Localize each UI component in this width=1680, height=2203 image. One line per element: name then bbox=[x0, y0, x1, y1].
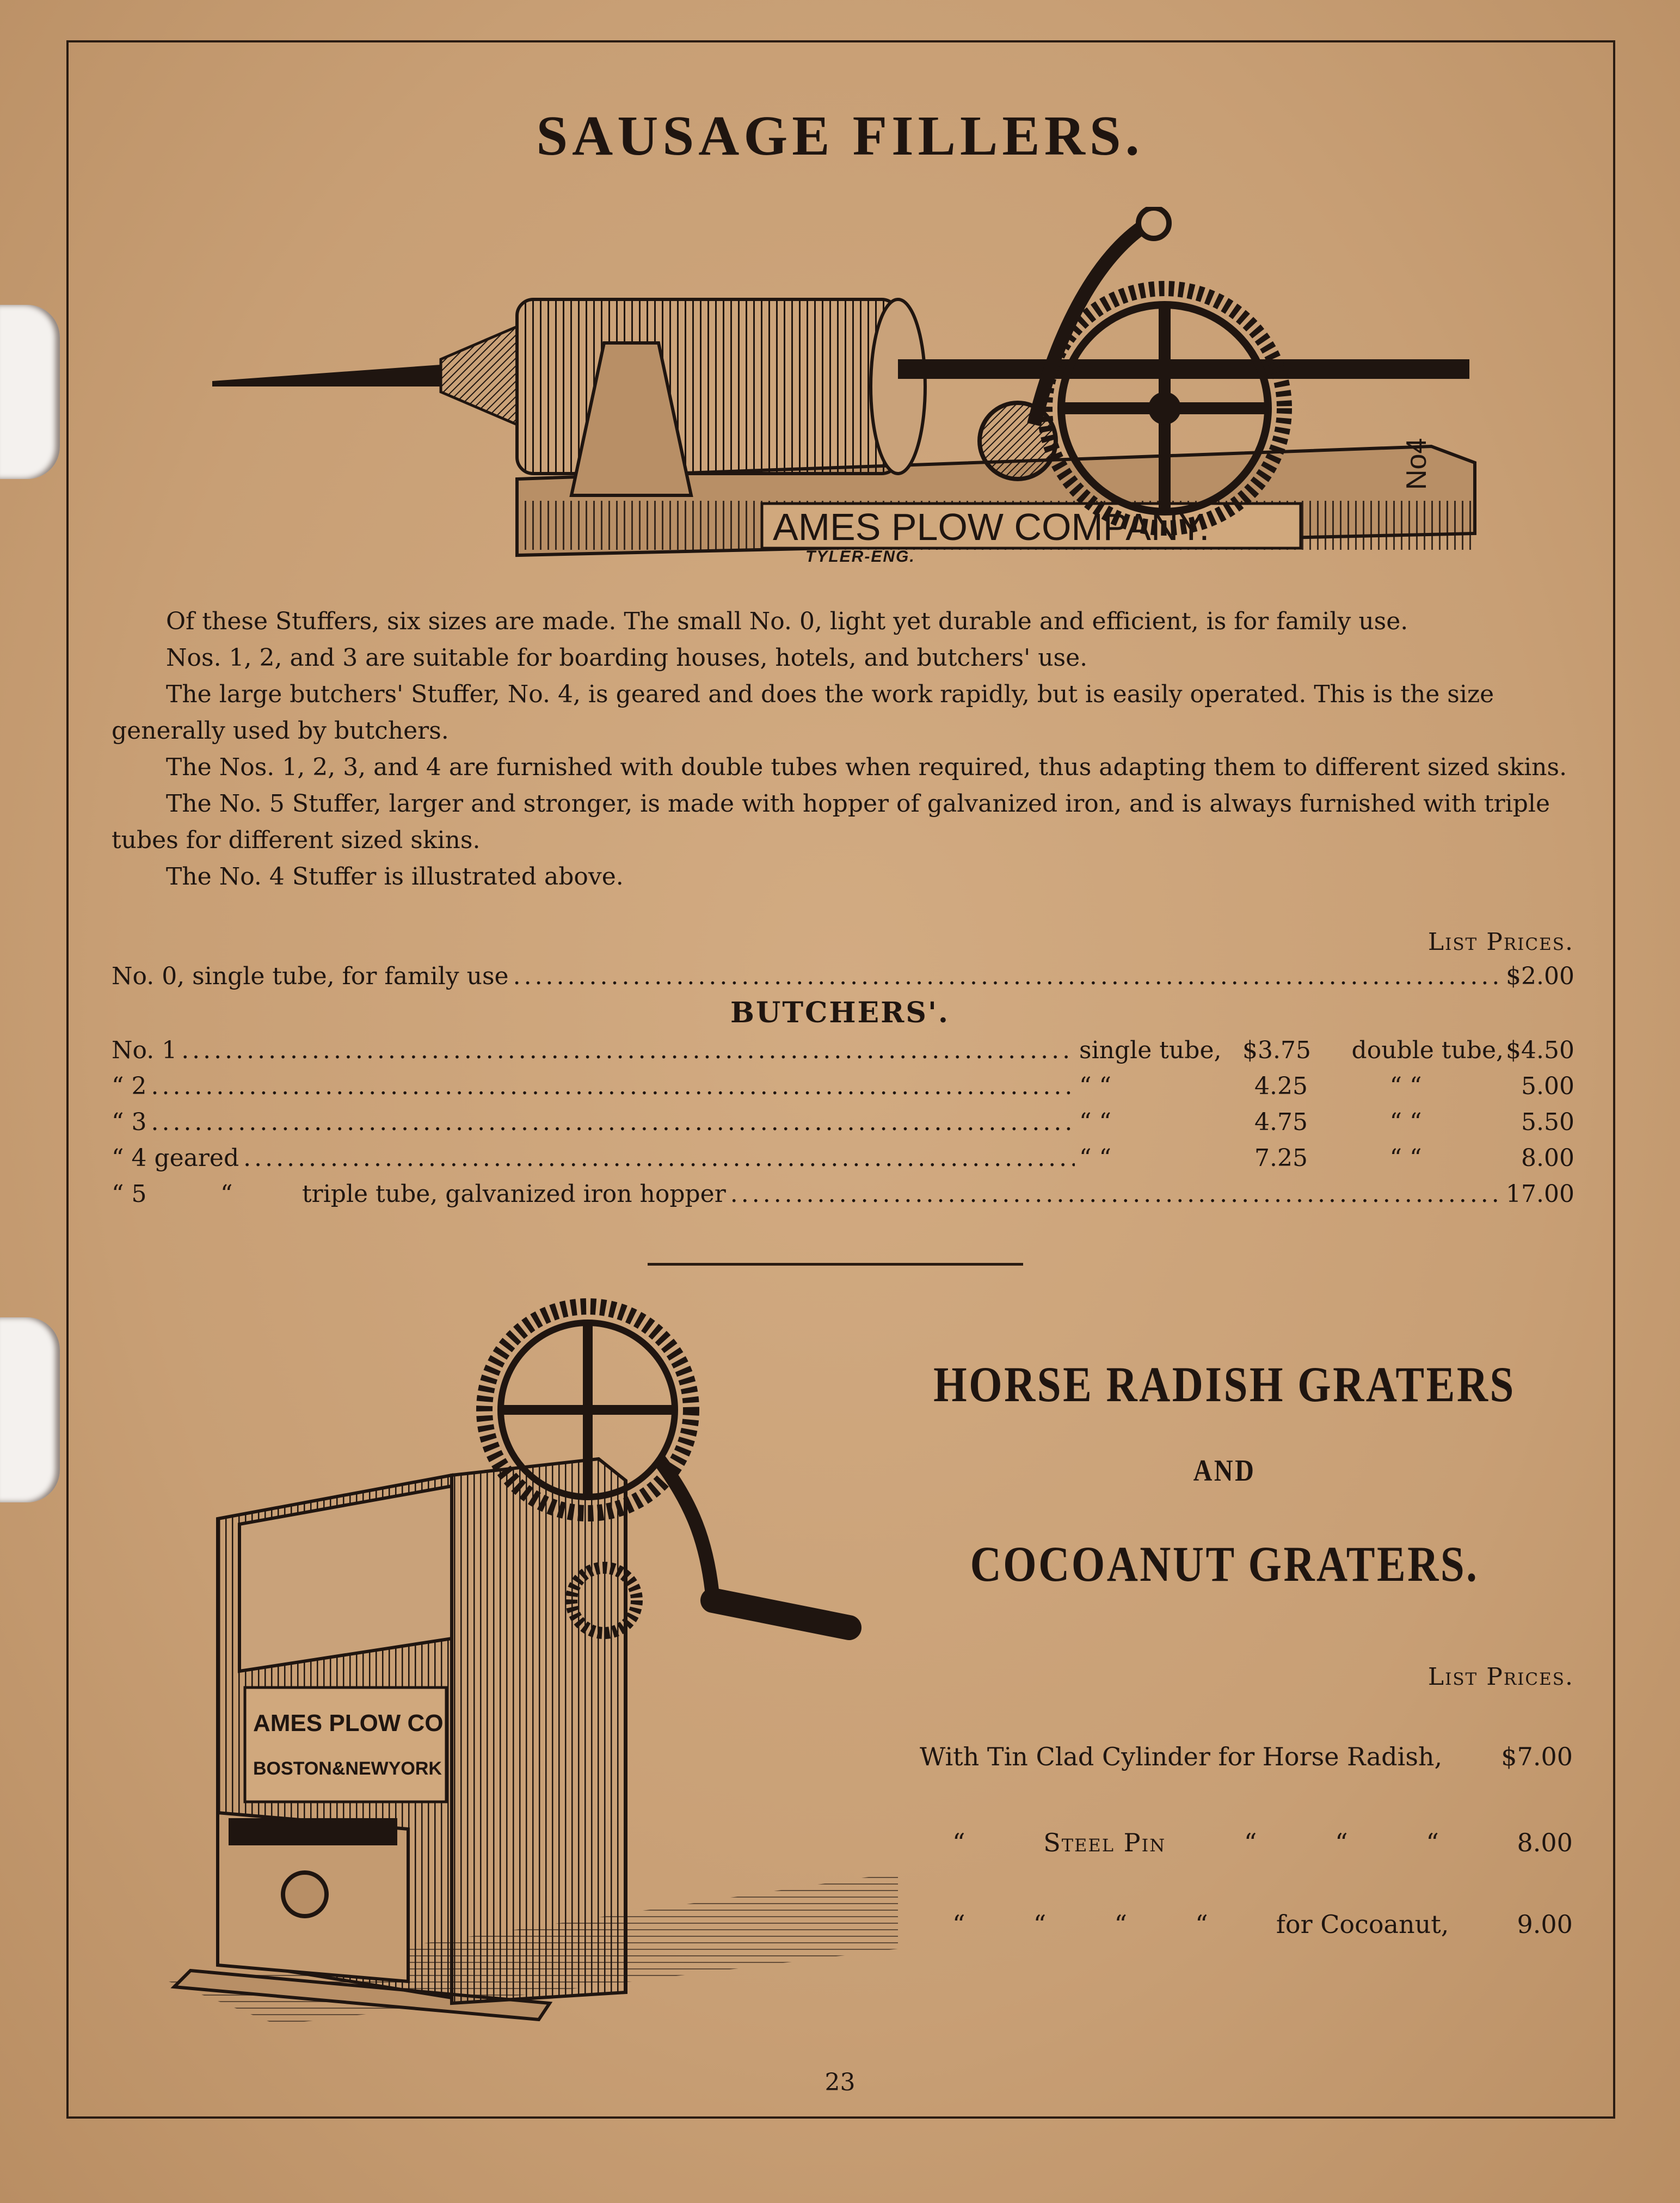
ditto-mark: “ bbox=[1033, 1910, 1047, 1939]
tube-kind-b: “ “ bbox=[1389, 1108, 1422, 1136]
leader-dots bbox=[513, 962, 1501, 990]
tube-kind-a: “ “ bbox=[1079, 1072, 1111, 1100]
paragraph: The large butchers' Stuffer, No. 4, is geared and does the work rapidly, but is easily operated. This is the size generally used by butchers. bbox=[112, 680, 1494, 745]
grater-price-line bbox=[920, 1742, 1573, 1771]
grater-price-line bbox=[952, 1910, 1573, 1939]
description bbox=[112, 603, 1574, 895]
butchers-heading: BUTCHERS'. bbox=[730, 996, 950, 1029]
tube-kind-b: “ “ bbox=[1389, 1072, 1422, 1100]
ditto-mark: “ bbox=[1195, 1910, 1208, 1939]
ditto-mark: “ bbox=[1335, 1828, 1348, 1857]
leader-dots bbox=[151, 1072, 1075, 1100]
binding-hole-top bbox=[0, 305, 60, 479]
price-row bbox=[112, 1072, 1574, 1105]
price-b: 5.50 bbox=[1521, 1108, 1574, 1136]
page-number: 23 bbox=[824, 2069, 856, 2096]
paragraph: The No. 4 Stuffer is illustrated above. bbox=[166, 863, 624, 891]
ditto-mark: “ bbox=[220, 1180, 233, 1208]
tube-kind-a: “ “ bbox=[1079, 1108, 1111, 1136]
leader-dots bbox=[730, 1180, 1501, 1208]
list-prices-label: List Prices. bbox=[1427, 928, 1574, 956]
price-a: 4.75 bbox=[1254, 1108, 1308, 1136]
sausage-stuffer-illustration bbox=[212, 207, 1480, 566]
tube-kind-a: “ “ bbox=[1079, 1144, 1111, 1172]
engraver-label: TYLER-ENG. bbox=[805, 548, 915, 566]
paragraph: Nos. 1, 2, and 3 are suitable for boarding houses, hotels, and butchers' use. bbox=[166, 644, 1088, 672]
row-price: 17.00 bbox=[1506, 1180, 1574, 1208]
binding-hole-bottom bbox=[0, 1317, 60, 1502]
ditto-mark: “ bbox=[1114, 1910, 1127, 1939]
price-a: 7.25 bbox=[1254, 1144, 1308, 1172]
grater-title: HORSE RADISH GRATERS bbox=[933, 1357, 1516, 1412]
grater-illustration bbox=[114, 1296, 898, 2047]
tube-kind-a: single tube, bbox=[1079, 1036, 1222, 1064]
paragraph: The No. 5 Stuffer, larger and stronger, is made with hopper of galvanized iron, and is always furnished with triple tubes for different sized skins. bbox=[112, 790, 1550, 854]
box-text-maker: AMES PLOW CO. bbox=[253, 1710, 450, 1736]
tube-kind-b: “ “ bbox=[1389, 1144, 1422, 1172]
price-a: $3.75 bbox=[1242, 1036, 1311, 1064]
tube-kind-b: double tube, bbox=[1351, 1036, 1504, 1064]
grater-option: for Cocoanut, bbox=[1276, 1910, 1449, 1939]
grater-option: Steel Pin bbox=[1043, 1828, 1166, 1857]
ditto-mark: “ bbox=[952, 1828, 965, 1857]
paragraph: Of these Stuffers, six sizes are made. The small No. 0, light yet durable and efficient, is for family use. bbox=[166, 607, 1408, 635]
paragraph: The Nos. 1, 2, 3, and 4 are furnished with double tubes when required, thus adapting them to different sized skins. bbox=[166, 753, 1567, 781]
row-number: “ 3 bbox=[112, 1108, 147, 1136]
row-label: triple tube, galvanized iron hopper bbox=[302, 1180, 726, 1208]
grater-list-prices-label: List Prices. bbox=[1427, 1663, 1574, 1691]
section-divider bbox=[648, 1263, 1023, 1266]
grater-option: With Tin Clad Cylinder for Horse Radish, bbox=[920, 1742, 1443, 1771]
page-title: SAUSAGE FILLERS. bbox=[536, 105, 1144, 167]
grater-subtitle: COCOANUT GRATERS. bbox=[970, 1536, 1479, 1592]
row-number: “ 4 geared bbox=[112, 1144, 239, 1172]
price-row bbox=[112, 1180, 1574, 1213]
row-number: No. 1 bbox=[112, 1036, 177, 1064]
price-a: 4.25 bbox=[1254, 1072, 1308, 1100]
price-row bbox=[112, 1108, 1574, 1141]
ditto-mark: “ bbox=[1244, 1828, 1257, 1857]
grater-price: 9.00 bbox=[1517, 1910, 1573, 1939]
grater-price: 8.00 bbox=[1517, 1828, 1573, 1857]
price-b: 5.00 bbox=[1521, 1072, 1574, 1100]
price-b: $4.50 bbox=[1506, 1036, 1574, 1064]
leader-dots bbox=[151, 1108, 1075, 1136]
plate-text: AMES PLOW COMPANY. bbox=[773, 506, 1210, 548]
box-text-city: BOSTON&NEWYORK bbox=[253, 1758, 442, 1779]
grater-and: AND bbox=[1193, 1454, 1256, 1488]
row-number: “ 5 bbox=[112, 1180, 147, 1208]
price-b: 8.00 bbox=[1521, 1144, 1574, 1172]
leader-dots bbox=[181, 1036, 1075, 1064]
price-row bbox=[112, 1036, 1574, 1069]
grater-price-line bbox=[952, 1828, 1573, 1857]
row-label: No. 0, single tube, for family use bbox=[112, 962, 509, 990]
ditto-mark: “ bbox=[952, 1910, 965, 1939]
price-row-family bbox=[112, 962, 1574, 995]
grater-price: $7.00 bbox=[1501, 1742, 1573, 1771]
row-number: “ 2 bbox=[112, 1072, 147, 1100]
ditto-mark: “ bbox=[1426, 1828, 1439, 1857]
price-row bbox=[112, 1144, 1574, 1177]
leader-dots bbox=[243, 1144, 1075, 1172]
row-price: $2.00 bbox=[1506, 962, 1574, 990]
number-mark: No4 bbox=[1401, 438, 1432, 490]
